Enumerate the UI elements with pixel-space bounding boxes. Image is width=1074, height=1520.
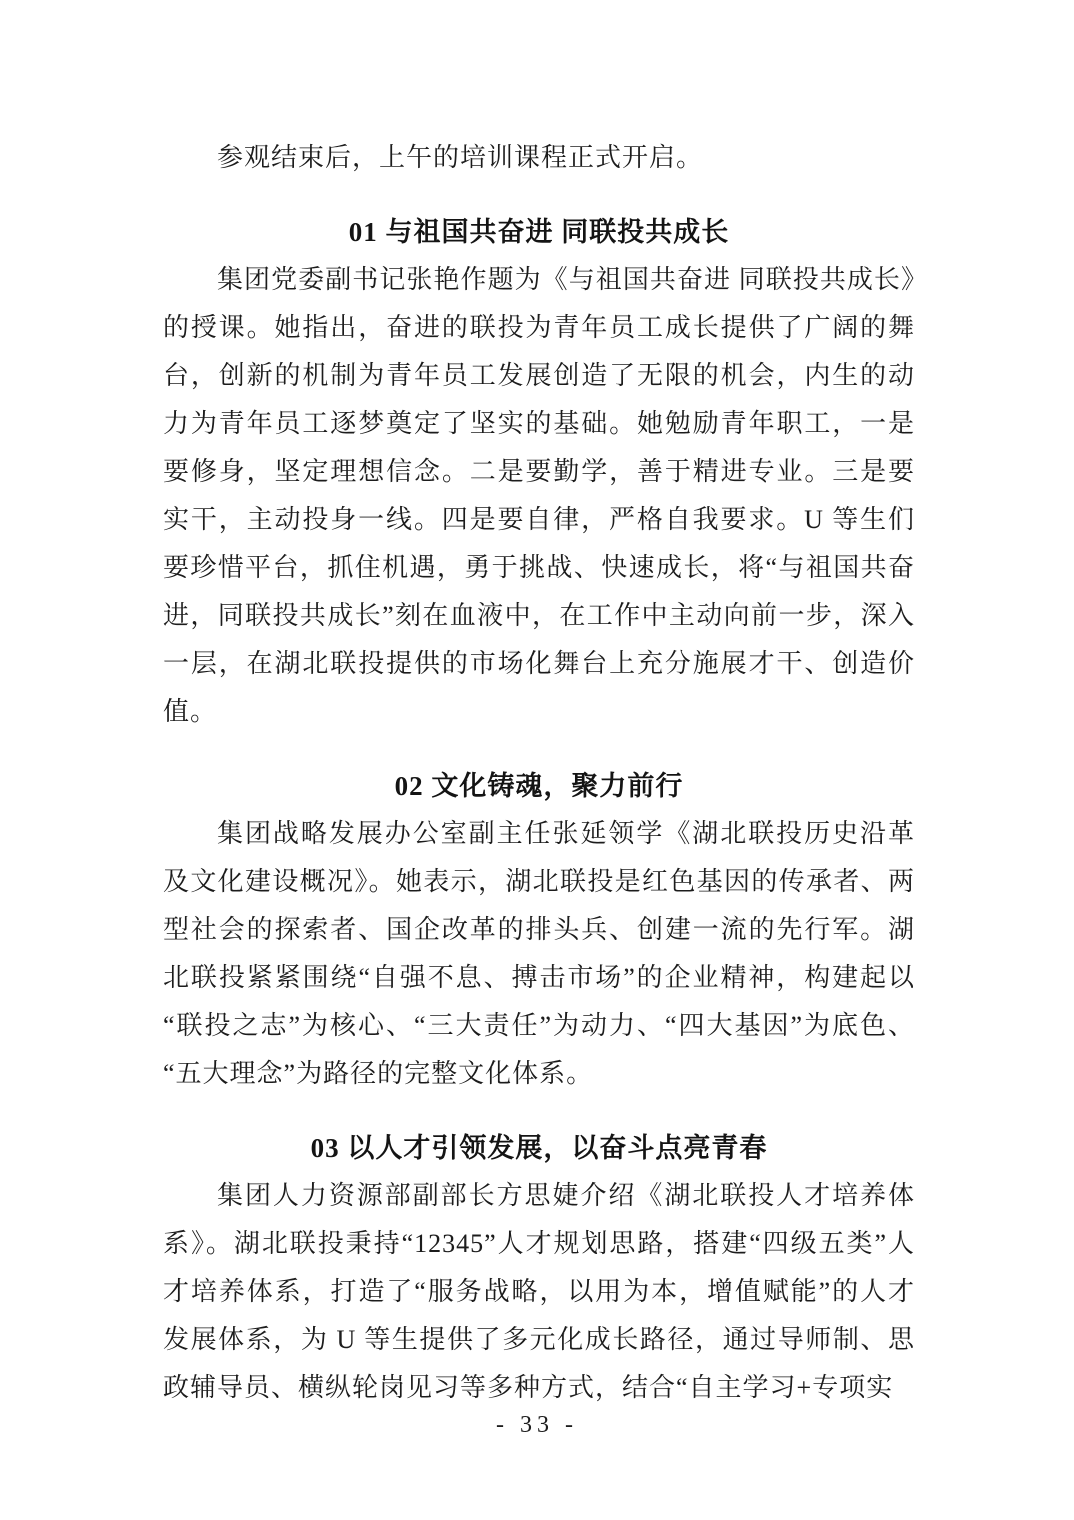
intro-paragraph: 参观结束后，上午的培训课程正式开启。 [217, 143, 704, 172]
section-2-heading: 02 文化铸魂，聚力前行 [394, 771, 684, 801]
section-3-paragraph: 集团人力资源部副部长方思婕介绍《湖北联投人才培养体系》。湖北联投秉持“12345”人才规划思路，搭建“四级五类”人才培养体系，打造了“服务战略，以用为本，增值赋能”的人才发展体系，为 U 等生提供了多元化成长路径，通过导师制、思政辅导员、横纵轮岗见习等多种方式，结合“自主学习+专项实 [163, 1181, 915, 1402]
section-1-heading: 01 与祖国共奋进 同联投共成长 [348, 217, 730, 247]
section-3-heading: 03 以人才引领发展，以奋斗点亮青春 [310, 1133, 768, 1163]
section-2-paragraph: 集团战略发展办公室副主任张延领学《湖北联投历史沿革及文化建设概况》。她表示，湖北联投是红色基因的传承者、两型社会的探索者、国企改革的排头兵、创建一流的先行军。湖北联投紧紧围绕“自强不息、搏击市场”的企业精神，构建起以“联投之志”为核心、“三大责任”为动力、“四大基因”为底色、“五大理念”为路径的完整文化体系。 [163, 819, 915, 1088]
section-1-paragraph: 集团党委副书记张艳作题为《与祖国共奋进 同联投共成长》的授课。她指出，奋进的联投为青年员工成长提供了广阔的舞台，创新的机制为青年员工发展创造了无限的机会，内生的动力为青年员工逐梦奠定了坚实的基础。她勉励青年职工，一是要修身，坚定理想信念。二是要勤学，善于精进专业。三是要实干，主动投身一线。四是要自律，严格自我要求。U 等生们要珍惜平台，抓住机遇，勇于挑战、快速成长，将“与祖国共奋进，同联投共成长”刻在血液中，在工作中主动向前一步，深入一层，在湖北联投提供的市场化舞台上充分施展才干、创造价值。 [163, 265, 915, 726]
page-number: - 33 - [496, 1412, 578, 1438]
